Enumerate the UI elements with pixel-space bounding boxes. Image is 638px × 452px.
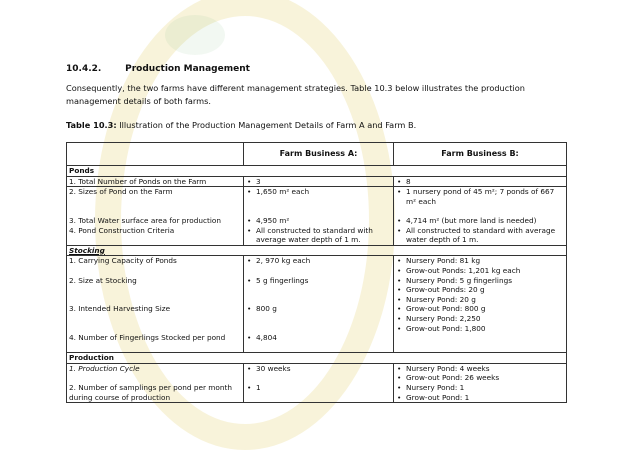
farm-b-value: • Grow-out Pond: 800 g: [406, 304, 564, 314]
row-label-text: 2. Number of samplings per pond per month during course of production: [69, 383, 232, 402]
farm-a-value: • 5 g fingerlings: [256, 276, 391, 286]
section-row-production: [67, 353, 567, 364]
table-row: [67, 176, 567, 187]
section-heading: [66, 64, 250, 74]
row-label-text: 2. Sizes of Pond on the Farm: [69, 187, 173, 197]
section-row-ponds: [67, 166, 567, 177]
farm-b-value: • Grow-out Pond: 26 weeks: [406, 373, 564, 383]
table-row: [67, 256, 567, 353]
farm-b-value: • Grow-out Pond: 1: [406, 393, 564, 403]
table-header-row: [67, 143, 567, 166]
table-caption-label: Table 10.3:: [66, 120, 117, 130]
farm-b-value: • Nursery Pond: 4 weeks: [406, 364, 564, 374]
farm-b-value: • Grow-out Pond: 1,800: [406, 324, 564, 334]
section-row-stocking: [67, 245, 567, 256]
section-label-ponds: Ponds: [67, 166, 567, 177]
farm-a-value: • 800 g: [256, 304, 391, 314]
farm-b-value: • Nursery Pond: 5 g fingerlings: [406, 276, 564, 286]
farm-b-value: • 4,714 m² (but more land is needed): [406, 216, 564, 226]
farm-a-cell: [244, 187, 394, 246]
farm-a-value: • 2, 970 kg each: [256, 256, 391, 266]
section-title: Production Management: [125, 64, 250, 74]
farm-b-value: • Nursery Pond: 81 kg: [406, 256, 564, 266]
header-empty-cell: [67, 143, 244, 166]
row-label: 1. Total Number of Ponds on the Farm: [67, 176, 244, 187]
row-label-text: 1. Production Cycle: [69, 363, 140, 373]
row-label: [67, 363, 244, 402]
row-label: [67, 187, 244, 246]
section-label-stocking: Stocking: [67, 245, 567, 256]
farm-a-cell: [244, 176, 394, 187]
farm-a-value: • 1,650 m² each: [256, 187, 391, 197]
row-label-text: 2. Size at Stocking: [69, 275, 137, 285]
farm-b-value: • Nursery Pond: 20 g: [406, 295, 564, 305]
farm-b-cell: [394, 363, 567, 402]
farm-a-value: • 4,804: [256, 333, 391, 343]
farm-a-value: • 1: [256, 383, 391, 393]
background-logo: [165, 15, 225, 55]
header-farm-a: Farm Business A:: [244, 143, 394, 166]
farm-b-value: • Nursery Pond: 2,250: [406, 314, 564, 324]
intro-paragraph: Consequently, the two farms have different management strategies. Table 10.3 below illustrates the production management details of both farms.: [66, 83, 525, 106]
farm-b-value: • 1 nursery pond of 45 m²; 7 ponds of 667 m² each: [406, 187, 564, 206]
farm-b-value: • Grow-out Ponds: 20 g: [406, 285, 564, 295]
table-caption-text: Illustration of the Production Management Details of Farm A and Farm B.: [119, 120, 417, 130]
farm-b-value: • Grow-out Ponds: 1,201 kg each: [406, 266, 564, 276]
farm-b-cell: [394, 187, 567, 246]
row-label-text: 3. Intended Harvesting Size: [69, 304, 171, 314]
header-farm-b: Farm Business B:: [394, 143, 567, 166]
table-caption: [66, 120, 416, 130]
farm-b-cell: [394, 256, 567, 353]
farm-a-value: • 30 weeks: [256, 364, 391, 374]
table-row: [67, 187, 567, 246]
farm-a-value: • 4,950 m²: [256, 216, 391, 226]
farm-b-value: • Nursery Pond: 1: [406, 383, 564, 393]
row-label: [67, 256, 244, 353]
farm-b-value: • 8: [406, 177, 564, 187]
section-number: 10.4.2.: [66, 64, 102, 74]
section-label-production: Production: [67, 353, 567, 364]
row-label-text: 3. Total Water surface area for production: [69, 215, 221, 225]
table-row: [67, 363, 567, 402]
farm-b-value: • All constructed to standard with average water depth of 1 m.: [406, 226, 564, 245]
farm-b-cell: [394, 176, 567, 187]
row-label-text: 1. Carrying Capacity of Ponds: [69, 256, 177, 266]
farm-a-cell: [244, 363, 394, 402]
farm-a-value: • 3: [256, 177, 391, 187]
farm-a-value: • All constructed to standard with average water depth of 1 m.: [256, 226, 391, 245]
row-label-text: 4. Pond Construction Criteria: [69, 225, 175, 235]
row-label-text: 4. Number of Fingerlings Stocked per pond: [69, 333, 226, 343]
production-table: [66, 142, 567, 403]
farm-a-cell: [244, 256, 394, 353]
